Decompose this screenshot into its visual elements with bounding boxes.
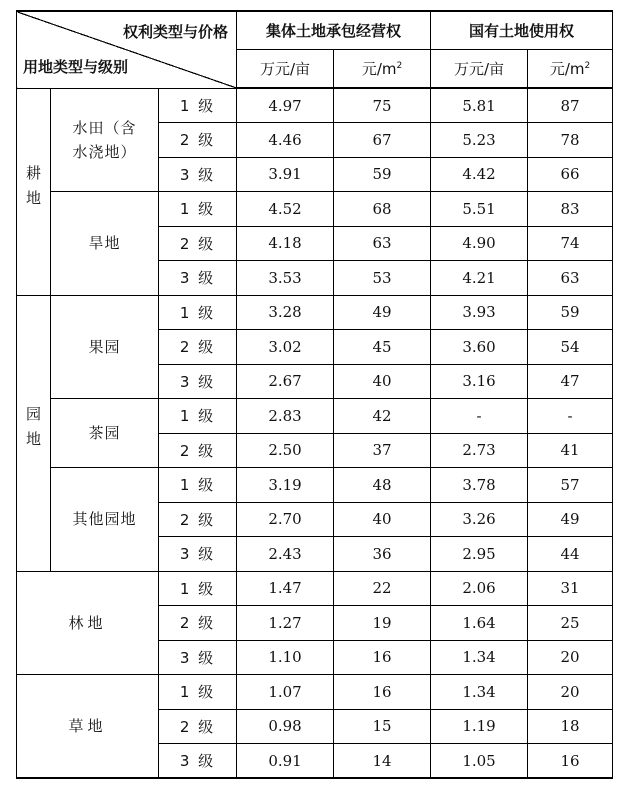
- state-price-per-mu: 3.60: [431, 330, 528, 365]
- collective-price-per-m2: 40: [334, 364, 431, 399]
- land-category-cell: [17, 571, 159, 675]
- collective-price-per-m2: 49: [334, 295, 431, 330]
- grade-level-cell: 2 级: [159, 606, 237, 641]
- state-price-per-mu: 5.81: [431, 88, 528, 123]
- collective-price-per-m2: 40: [334, 502, 431, 537]
- collective-price-per-mu: 2.50: [237, 433, 334, 468]
- collective-price-per-m2: 36: [334, 537, 431, 572]
- state-price-per-m2: 44: [528, 537, 613, 572]
- state-price-per-m2: 87: [528, 88, 613, 123]
- state-price-per-mu: 4.42: [431, 157, 528, 192]
- collective-price-per-mu: 1.47: [237, 571, 334, 606]
- land-category-label: 林地: [68, 613, 107, 632]
- collective-price-per-m2: 45: [334, 330, 431, 365]
- state-price-per-mu: 4.21: [431, 261, 528, 296]
- state-price-per-m2: 83: [528, 192, 613, 227]
- collective-price-per-mu: 3.28: [237, 295, 334, 330]
- state-price-per-m2: 49: [528, 502, 613, 537]
- land-subtype-cell: [51, 295, 159, 399]
- collective-price-per-m2: 22: [334, 571, 431, 606]
- collective-price-per-m2: 14: [334, 744, 431, 779]
- table-row: [17, 88, 613, 123]
- state-price-per-mu: 3.16: [431, 364, 528, 399]
- grade-level-cell: 3 级: [159, 157, 237, 192]
- grade-level-cell: 3 级: [159, 364, 237, 399]
- grade-level-cell: 1 级: [159, 468, 237, 503]
- unit-m2-sup: 2: [584, 60, 591, 71]
- collective-price-per-mu: 4.46: [237, 123, 334, 158]
- table-row: [17, 468, 613, 503]
- land-subtype-label: 茶园: [88, 424, 121, 442]
- grade-level-cell: 2 级: [159, 123, 237, 158]
- grade-level-cell: 2 级: [159, 709, 237, 744]
- collective-price-per-m2: 15: [334, 709, 431, 744]
- collective-price-per-m2: 53: [334, 261, 431, 296]
- collective-price-per-mu: 1.27: [237, 606, 334, 641]
- collective-price-per-m2: 68: [334, 192, 431, 227]
- state-price-per-m2: 74: [528, 226, 613, 261]
- state-unit-mu: 万元/亩: [431, 49, 528, 88]
- collective-price-per-m2: 19: [334, 606, 431, 641]
- land-subtype-label: 旱地: [88, 234, 121, 253]
- land-subtype-cell: [51, 192, 159, 296]
- collective-price-per-m2: 67: [334, 123, 431, 158]
- table-row: [17, 571, 613, 606]
- table-body: [17, 88, 613, 778]
- corner-right-type-label: 权利类型与价格: [123, 23, 229, 41]
- state-price-per-m2: 59: [528, 295, 613, 330]
- collective-price-per-m2: 48: [334, 468, 431, 503]
- land-subtype-label: 其他园地: [72, 510, 137, 529]
- state-unit-m2: [528, 49, 613, 88]
- state-price-per-m2: 16: [528, 744, 613, 779]
- state-price-per-mu: 4.90: [431, 226, 528, 261]
- table-row: [17, 675, 613, 710]
- grade-level-cell: 1 级: [159, 88, 237, 123]
- state-price-per-m2: 25: [528, 606, 613, 641]
- collective-price-per-mu: 3.53: [237, 261, 334, 296]
- table-row: [17, 295, 613, 330]
- state-price-per-mu: -: [431, 399, 528, 434]
- state-price-per-mu: 2.73: [431, 433, 528, 468]
- state-price-per-mu: 3.26: [431, 502, 528, 537]
- corner-land-type-label: 用地类型与级别: [23, 57, 129, 76]
- collective-price-per-mu: 3.19: [237, 468, 334, 503]
- grade-level-cell: 3 级: [159, 261, 237, 296]
- collective-price-per-mu: 0.98: [237, 709, 334, 744]
- land-category-label: 草地: [68, 717, 107, 735]
- grade-level-cell: 1 级: [159, 571, 237, 606]
- land-price-table: [16, 10, 613, 779]
- land-category-cell: [17, 675, 159, 779]
- land-subtype-cell: [51, 88, 159, 192]
- state-price-per-mu: 1.34: [431, 640, 528, 675]
- state-price-per-mu: 5.23: [431, 123, 528, 158]
- land-subtype-cell: [51, 399, 159, 468]
- table-row: [17, 399, 613, 434]
- state-price-per-m2: 31: [528, 571, 613, 606]
- state-price-per-mu: 5.51: [431, 192, 528, 227]
- collective-price-per-m2: 63: [334, 226, 431, 261]
- collective-price-per-m2: 59: [334, 157, 431, 192]
- state-price-per-m2: 54: [528, 330, 613, 365]
- state-price-per-mu: 1.34: [431, 675, 528, 710]
- grade-level-cell: 1 级: [159, 192, 237, 227]
- state-price-per-mu: 2.06: [431, 571, 528, 606]
- grade-level-cell: 3 级: [159, 744, 237, 779]
- collective-price-per-m2: 42: [334, 399, 431, 434]
- state-price-per-m2: 20: [528, 675, 613, 710]
- collective-price-per-mu: 4.52: [237, 192, 334, 227]
- collective-price-per-mu: 4.97: [237, 88, 334, 123]
- unit-m2-sup: 2: [396, 60, 403, 71]
- state-price-per-m2: 47: [528, 364, 613, 399]
- grade-level-cell: 3 级: [159, 640, 237, 675]
- state-price-per-mu: 2.95: [431, 537, 528, 572]
- state-price-per-m2: 63: [528, 261, 613, 296]
- state-group-header: 国有土地使用权: [431, 11, 613, 49]
- grade-level-cell: 2 级: [159, 433, 237, 468]
- grade-level-cell: 1 级: [159, 675, 237, 710]
- collective-price-per-mu: 4.18: [237, 226, 334, 261]
- state-price-per-m2: 57: [528, 468, 613, 503]
- state-price-per-m2: 78: [528, 123, 613, 158]
- grade-level-cell: 2 级: [159, 226, 237, 261]
- collective-unit-m2: [334, 49, 431, 88]
- collective-price-per-mu: 2.43: [237, 537, 334, 572]
- collective-price-per-mu: 2.70: [237, 502, 334, 537]
- land-subtype-label: 水田（含水浇地）: [72, 118, 137, 161]
- collective-group-header: 集体土地承包经营权: [237, 11, 431, 49]
- land-subtype-label: 果园: [88, 337, 121, 356]
- collective-price-per-mu: 3.02: [237, 330, 334, 365]
- grade-level-cell: 2 级: [159, 502, 237, 537]
- collective-price-per-mu: 0.91: [237, 744, 334, 779]
- collective-price-per-m2: 75: [334, 88, 431, 123]
- land-category-label: 园地: [24, 406, 42, 456]
- state-price-per-mu: 1.05: [431, 744, 528, 779]
- state-price-per-mu: 1.19: [431, 709, 528, 744]
- grade-level-cell: 3 级: [159, 537, 237, 572]
- collective-price-per-m2: 16: [334, 640, 431, 675]
- collective-price-per-mu: 1.10: [237, 640, 334, 675]
- collective-price-per-mu: 3.91: [237, 157, 334, 192]
- table-row: [17, 192, 613, 227]
- collective-unit-mu: 万元/亩: [237, 49, 334, 88]
- state-price-per-m2: 41: [528, 433, 613, 468]
- grade-level-cell: 1 级: [159, 295, 237, 330]
- land-category-cell: [17, 88, 51, 295]
- state-price-per-mu: 1.64: [431, 606, 528, 641]
- unit-m2-base: 元/m: [549, 59, 585, 78]
- land-category-cell: [17, 295, 51, 571]
- collective-price-per-m2: 16: [334, 675, 431, 710]
- corner-header-cell: [17, 11, 237, 88]
- state-price-per-m2: 66: [528, 157, 613, 192]
- state-price-per-m2: -: [528, 399, 613, 434]
- state-price-per-m2: 20: [528, 640, 613, 675]
- collective-price-per-mu: 2.83: [237, 399, 334, 434]
- land-category-label: 耕地: [24, 164, 42, 215]
- collective-price-per-m2: 37: [334, 433, 431, 468]
- state-price-per-mu: 3.78: [431, 468, 528, 503]
- collective-price-per-mu: 1.07: [237, 675, 334, 710]
- unit-m2-base: 元/m: [361, 59, 397, 78]
- state-price-per-m2: 18: [528, 709, 613, 744]
- grade-level-cell: 2 级: [159, 330, 237, 365]
- state-price-per-mu: 3.93: [431, 295, 528, 330]
- collective-price-per-mu: 2.67: [237, 364, 334, 399]
- grade-level-cell: 1 级: [159, 399, 237, 434]
- land-subtype-cell: [51, 468, 159, 572]
